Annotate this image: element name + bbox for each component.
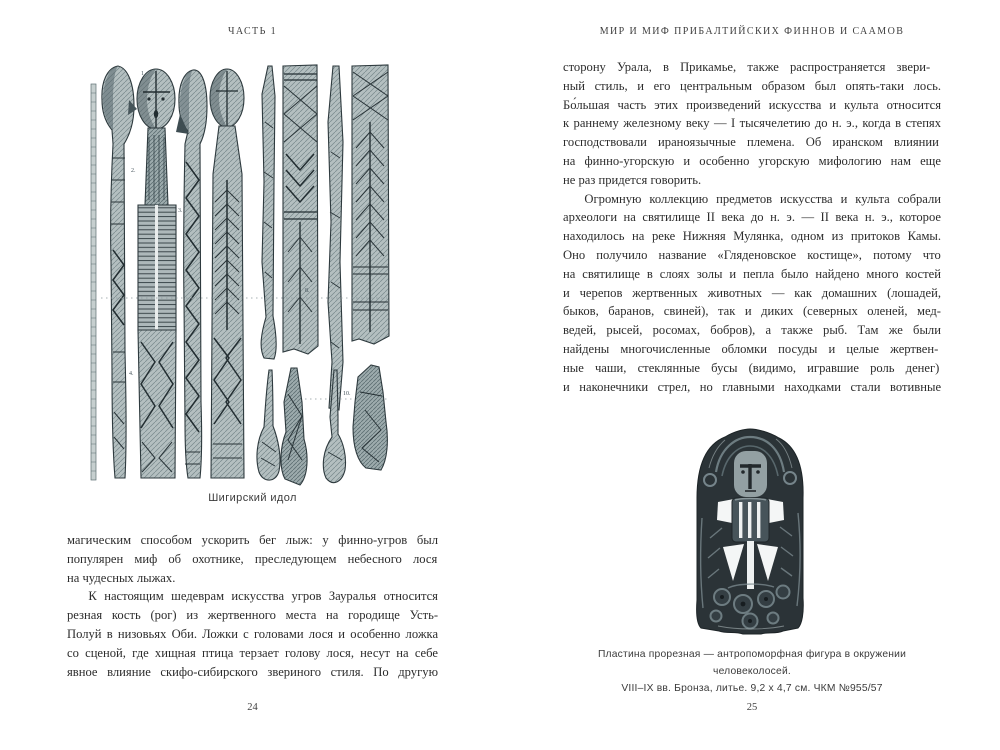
idol-label-8: 8. — [305, 288, 310, 294]
idol-piece-2 — [137, 69, 176, 478]
idol-piece-5 — [261, 66, 276, 359]
idol-fragment-5b — [257, 370, 280, 480]
idol-piece-3 — [176, 70, 207, 478]
left-page-number: 24 — [247, 702, 258, 713]
idol-label-4: 4. — [129, 371, 134, 377]
bronze-plaque-figure — [688, 428, 812, 635]
right-paragraph-2: Огромную коллекцию предметов искусства и культа собрали археологи на святилище II века до н. э. — II века н. э., которое находилось на реке Нижняя Мулянка, одном из притоков Камы. Оно получило название «Гляденовское костище», потому что на святилище в слоях золы и пепла было найдено много костей и черепов жертвенных животных — как домашних (лошадей, быков, баранов, свиней), так и диких (северных оленей, мед- ведей, рысей, росомах, бобров), а также рыб. Там же были найдены многочисленные обломки посуды и целые жертвен- ные чаши, стеклянные бусы (видимо, игравшие роль денег) и наконечники стрел, но главными находками стали вотивные — [563, 191, 942, 394]
shigir-idol-caption: Шигирский идол — [208, 492, 297, 504]
idol-piece-1 — [102, 66, 137, 478]
idol-piece-4 — [210, 69, 244, 478]
idol-fragment-8b — [353, 365, 387, 470]
idol-ruler — [91, 84, 96, 480]
right-text-block — [563, 58, 941, 396]
plaque-caption-line-1: Пластина прорезная — антропоморфная фигура в окружении человеколосей. — [597, 649, 907, 677]
idol-label-1: 1. — [141, 71, 146, 77]
idol-fragment-6b — [281, 368, 307, 485]
idol-label-2: 2. — [131, 168, 136, 174]
idol-piece-6 — [283, 65, 318, 354]
plaque-caption — [558, 646, 946, 697]
left-paragraph-2: К настоящим шедеврам искусства угров Зауралья относится резная кость (рог) из жертвенного места на городище Усть- Полуй в низовьях Оби. Ложки с головами лося и особенно ложка со сценой, где хищная птица терзает голову лося, несут на себе явное влияние скифо-сибирского звериного стиля. По другую — [67, 589, 439, 679]
idol-piece-8 — [352, 65, 389, 344]
idol-fragment-7b — [323, 370, 345, 483]
idol-label-10: 10. — [343, 391, 351, 397]
right-running-head: МИР И МИФ ПРИБАЛТИЙСКИХ ФИННОВ И СААМОВ — [599, 26, 905, 37]
left-paragraph-1: магическим способом ускорить бег лыж: у финно-угров был популярен миф об охотнике, преследующем небесного лося на чудесных лыжах. — [67, 533, 438, 585]
plaque-caption-line-2: VIII–IX вв. Бронза, литье. 9,2 х 4,7 см. ЧКМ №955/57 — [621, 683, 883, 694]
left-text-block — [67, 531, 438, 681]
left-running-head: ЧАСТЬ 1 — [227, 26, 278, 37]
right-page-number: 25 — [746, 702, 758, 713]
idol-piece-7 — [328, 66, 343, 410]
shigir-idol-figure — [85, 62, 392, 490]
right-paragraph-1: сторону Урала, в Прикамье, также распространяется звери- ный стиль, и его центральным образом был опять-таки лось. Бо́льшая часть этих произведений искусства и культа относится к раннему железному веку — I тысячелетию до н. э., когда в степях господствовали ираноязычные племена. Об иранском влиянии на финно-угорскую и особенно угорскую мифологию нам еще не раз придется говорить. — [563, 60, 942, 187]
idol-label-3: 3. — [178, 208, 183, 214]
